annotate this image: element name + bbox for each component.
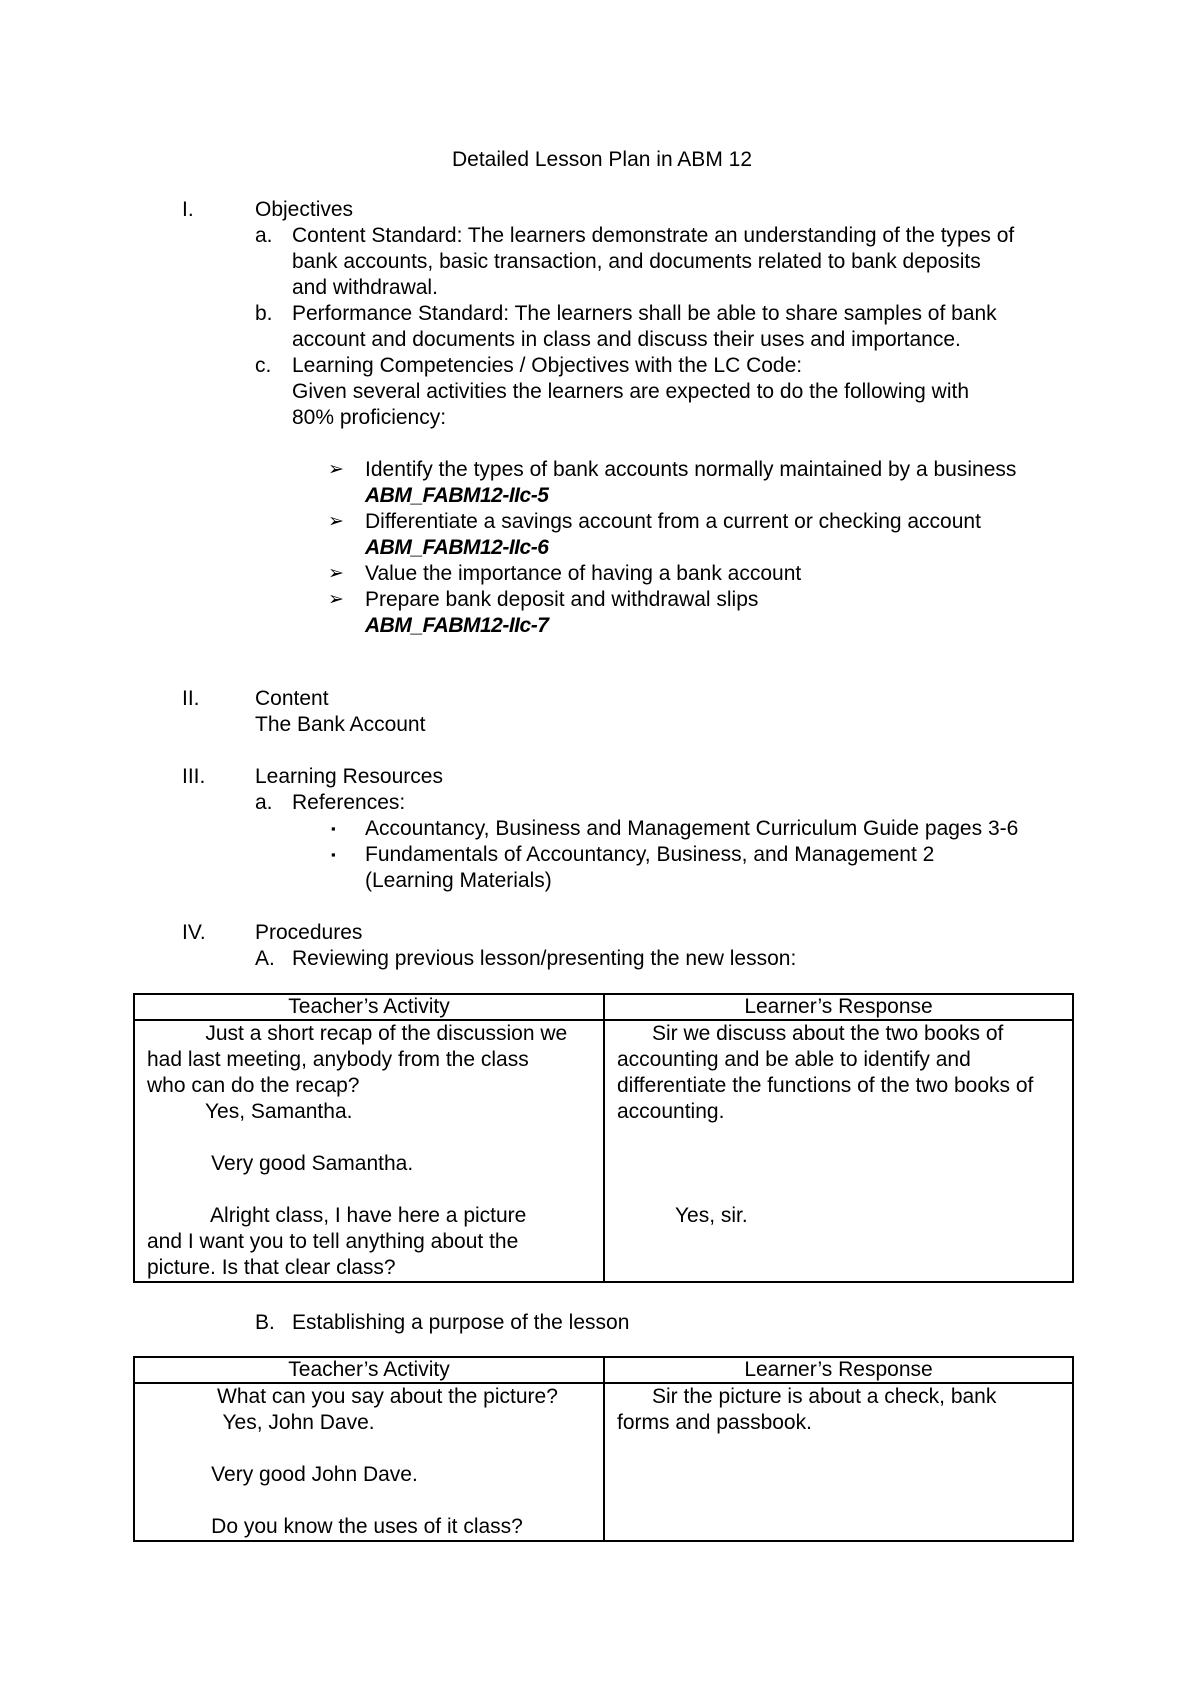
objective-a-line-1: Content Standard: The learners demonstrate an understanding of the types of [292, 224, 1015, 247]
teacher-line: Yes, Samantha. [147, 1100, 353, 1123]
learner-line: forms and passbook. [617, 1411, 812, 1434]
square-bullet-icon: ▪ [331, 821, 336, 836]
procedure-letter-b: B. [255, 1311, 275, 1334]
arrow-bullet-icon: ➢ [328, 511, 344, 532]
teacher-line: Yes, John Dave. [147, 1411, 375, 1434]
objective-a-line-2: bank accounts, basic transaction, and documents related to bank deposits [292, 250, 981, 273]
procedure-b-title: Establishing a purpose of the lesson [292, 1311, 630, 1334]
competency-4-text: Prepare bank deposit and withdrawal slips [365, 588, 759, 611]
section-numeral-content: II. [182, 687, 200, 710]
content-topic: The Bank Account [255, 713, 426, 736]
procedure-letter-a: A. [255, 947, 275, 970]
teacher-line: What can you say about the picture? [147, 1385, 558, 1408]
resources-references-label: References: [292, 791, 406, 814]
learner-line: differentiate the functions of the two books of [617, 1074, 1034, 1097]
learner-response-cell [604, 1020, 1073, 1282]
teacher-line: Just a short recap of the discussion we [147, 1022, 568, 1045]
competency-4-code: ABM_FABM12-IIc-7 [365, 614, 549, 637]
objective-c-line-1: Learning Competencies / Objectives with the LC Code: [292, 354, 803, 377]
learner-line-blank [605, 1125, 1072, 1151]
table-row [134, 1383, 1073, 1541]
learner-line: Sir the picture is about a check, bank [617, 1385, 997, 1408]
arrow-bullet-icon: ➢ [328, 459, 344, 480]
table-header-learner: Learner’s Response [604, 1357, 1073, 1383]
learner-response-cell [604, 1383, 1073, 1541]
page-title: Detailed Lesson Plan in ABM 12 [451, 148, 753, 171]
objective-b-line-2: account and documents in class and discuss their uses and importance. [292, 328, 961, 351]
section-numeral-procedures: IV. [182, 921, 206, 944]
competency-1-code: ABM_FABM12-IIc-5 [365, 484, 549, 507]
reference-1: Accountancy, Business and Management Curriculum Guide pages 3-6 [365, 817, 1019, 840]
competency-2-code: ABM_FABM12-IIc-6 [365, 536, 549, 559]
competency-3-text: Value the importance of having a bank account [365, 562, 802, 585]
procedure-a-title: Reviewing previous lesson/presenting the new lesson: [292, 947, 797, 970]
objective-letter-c: c. [255, 354, 272, 377]
learner-line-blank [605, 1177, 1072, 1203]
arrow-bullet-icon: ➢ [328, 563, 344, 584]
section-heading-objectives: Objectives [255, 198, 354, 221]
teacher-line: who can do the recap? [147, 1074, 360, 1097]
teacher-line-blank [135, 1125, 603, 1151]
objective-c-line-2: Given several activities the learners are expected to do the following with [292, 380, 970, 403]
learner-line: Sir we discuss about the two books of [617, 1022, 1004, 1045]
objective-a-line-3: and withdrawal. [292, 276, 438, 299]
arrow-bullet-icon: ➢ [328, 589, 344, 610]
objective-b-line-1: Performance Standard: The learners shall be able to share samples of bank [292, 302, 997, 325]
learner-line-blank [605, 1151, 1072, 1177]
section-heading-content: Content [255, 687, 329, 710]
objective-letter-b: b. [255, 302, 273, 325]
activity-table-reviewing [133, 993, 1074, 1283]
competency-2-text: Differentiate a savings account from a current or checking account [365, 510, 981, 533]
reference-2: Fundamentals of Accountancy, Business, and Management 2 [365, 843, 935, 866]
objective-letter-a: a. [255, 224, 273, 247]
teacher-line-blank [135, 1436, 603, 1462]
square-bullet-icon: ▪ [331, 847, 336, 862]
teacher-line: Alright class, I have here a picture [147, 1204, 527, 1227]
activity-table-purpose [133, 1356, 1074, 1542]
table-header-learner: Learner’s Response [604, 994, 1073, 1020]
teacher-line: Very good John Dave. [147, 1463, 418, 1486]
teacher-line-blank [135, 1177, 603, 1203]
table-header-teacher: Teacher’s Activity [134, 1357, 604, 1383]
section-heading-resources: Learning Resources [255, 765, 443, 788]
table-header-teacher: Teacher’s Activity [134, 994, 604, 1020]
learner-line: Yes, sir. [617, 1204, 748, 1227]
section-numeral-objectives: I. [182, 198, 194, 221]
teacher-line: picture. Is that clear class? [147, 1256, 396, 1279]
teacher-line: Do you know the uses of it class? [147, 1515, 523, 1538]
learner-line: accounting. [617, 1100, 725, 1123]
resources-letter-a: a. [255, 791, 273, 814]
teacher-line: had last meeting, anybody from the class [147, 1048, 529, 1071]
table-row [134, 1020, 1073, 1282]
reference-2-cont: (Learning Materials) [365, 869, 552, 892]
teacher-line: Very good Samantha. [147, 1152, 414, 1175]
competency-1-text: Identify the types of bank accounts normally maintained by a business [365, 458, 1017, 481]
section-numeral-resources: III. [182, 765, 206, 788]
section-heading-procedures: Procedures [255, 921, 363, 944]
learner-line: accounting and be able to identify and [617, 1048, 971, 1071]
teacher-line: and I want you to tell anything about the [147, 1230, 519, 1253]
teacher-activity-cell [134, 1383, 604, 1541]
teacher-activity-cell [134, 1020, 604, 1282]
teacher-line-blank [135, 1488, 603, 1514]
objective-c-line-3: 80% proficiency: [292, 406, 447, 429]
